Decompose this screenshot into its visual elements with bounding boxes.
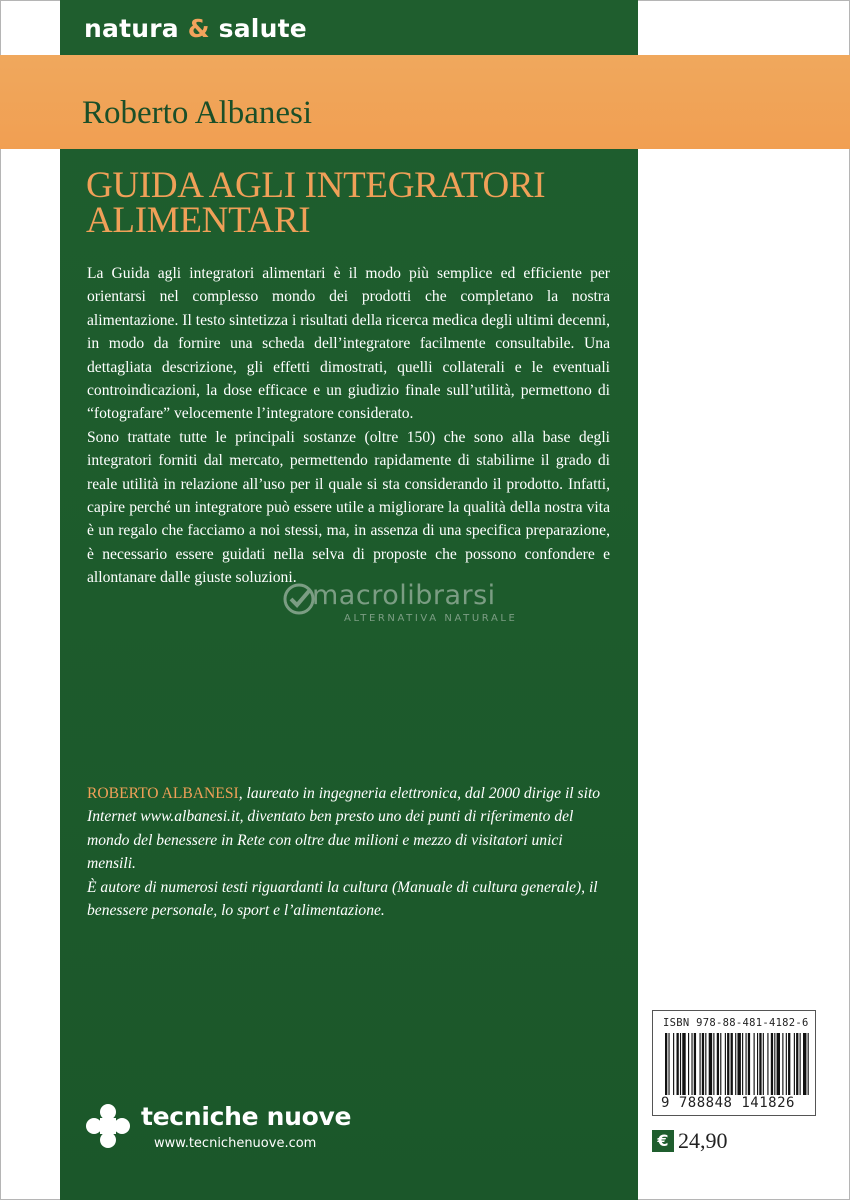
watermark-check-icon <box>282 582 316 616</box>
barcode-bar <box>688 1033 689 1095</box>
barcode-bar <box>731 1033 733 1095</box>
barcode-bar <box>763 1033 764 1095</box>
author-name: Roberto Albanesi <box>82 95 313 131</box>
publisher-url: www.tecnichenuove.com <box>154 1136 317 1151</box>
barcode-bar <box>788 1033 790 1095</box>
barcode-bar <box>808 1033 809 1095</box>
barcode-bar <box>702 1033 704 1095</box>
barcode-bar <box>725 1033 726 1095</box>
description-paragraph-2: Sono trattate tutte le principali sostanze (oltre 150) che sono alla base degli integratori forniti dal mercato, permettendo rapidamente di stabilirne il grado di reale utilità in relazione all’uso per il quale si sta considerando il prodotto. Infatti, capire perché un integratore può essere utile a migliorare la qualità della nostra vita è un regalo che facciamo a noi stessi, ma, in assenza di una specifica preparazione, è necessario essere guidati nella selva di proposte che possono confondere e allontanare dalle giuste soluzioni. <box>87 428 610 587</box>
barcode-bar <box>682 1033 685 1095</box>
series-name <box>84 14 307 43</box>
description-paragraph-1: La Guida agli integratori alimentari è il modo più semplice ed efficiente per orientarsi nel complesso mondo dei prodotti che completano la nostra alimentazione. Il testo sintetizza i risultati della ricerca medica degli ultimi decenni, in modo da fornire una scheda dell’integratore facilmente consultabile. Una dettagliata descrizione, gli effetti dimostrati, quelli collaterali e le eventuali controindicazioni, la dose efficace e un giudizio finale sull’utilità, permettono di “fotografare” velocemente l’integratore considerato. <box>87 265 610 423</box>
barcode-digits: 9 788848 141826 <box>661 1095 795 1111</box>
barcode-bar <box>720 1033 721 1095</box>
publisher-name: tecniche nuove <box>141 1102 352 1131</box>
barcode-bar <box>737 1033 740 1095</box>
barcode-bar <box>727 1033 729 1095</box>
barcode-bar <box>709 1033 712 1095</box>
barcode-bar <box>786 1033 787 1095</box>
bio-paragraph-2: È autore di numerosi testi riguardanti la cultura (Manuale di cultura generale), il benessere personale, lo sport e l’alimentazione. <box>87 878 598 920</box>
barcode-bar <box>759 1033 761 1095</box>
series-ampersand: & <box>187 14 210 43</box>
barcode-bar <box>742 1033 743 1095</box>
barcode-bars <box>663 1033 811 1095</box>
barcode-bar <box>794 1033 795 1095</box>
barcode-bar <box>771 1033 773 1095</box>
barcode-bar <box>767 1033 768 1095</box>
barcode-bar <box>700 1033 701 1095</box>
barcode <box>652 1010 816 1116</box>
book-description <box>87 262 610 590</box>
barcode-bar <box>803 1033 806 1095</box>
euro-icon: € <box>652 1130 674 1152</box>
barcode-bar <box>705 1033 706 1095</box>
barcode-bar <box>757 1033 758 1095</box>
watermark <box>282 580 582 630</box>
title-line-1: GUIDA AGLI INTEGRATORI <box>86 165 546 206</box>
bio-author-name: ROBERTO ALBANESI <box>87 785 239 802</box>
bio-paragraph-1 <box>87 782 612 876</box>
series-part2: salute <box>218 14 307 43</box>
author-bio <box>87 782 612 922</box>
barcode-bar <box>782 1033 783 1095</box>
barcode-bar <box>800 1033 801 1095</box>
barcode-bar <box>677 1033 679 1095</box>
watermark-tagline: ALTERNATIVA NATURALE <box>344 613 518 624</box>
price-value: 24,90 <box>678 1128 728 1153</box>
barcode-bar <box>746 1033 747 1095</box>
barcode-bar <box>694 1033 696 1095</box>
barcode-bar <box>796 1033 798 1095</box>
barcode-bar <box>691 1033 692 1095</box>
barcode-bar <box>754 1033 755 1095</box>
barcode-bar <box>665 1033 667 1095</box>
isbn-label: ISBN 978-88-481-4182-6 <box>663 1017 809 1029</box>
barcode-bar <box>774 1033 775 1095</box>
book-title <box>86 165 626 241</box>
barcode-bar <box>735 1033 736 1095</box>
watermark-name: macrolibrarsi <box>312 580 496 611</box>
barcode-bar <box>680 1033 681 1095</box>
barcode-bar <box>717 1033 719 1095</box>
barcode-bar <box>673 1033 674 1095</box>
barcode-bar <box>748 1033 750 1095</box>
bio-text-1: , laureato in ingegneria elettronica, dal 2000 dirige il sito Internet www.albanesi.it, diventato ben presto uno dei punti di riferimento del mondo del benessere in Rete con oltre due milioni e mezzo di visitatori unici mensili. <box>87 785 601 873</box>
publisher-logo-icon <box>84 1102 132 1150</box>
publisher-block <box>84 1096 384 1166</box>
title-line-2: ALIMENTARI <box>86 200 311 241</box>
barcode-bar <box>668 1033 669 1095</box>
barcode-bar <box>713 1033 714 1095</box>
series-part1: natura <box>84 14 179 43</box>
barcode-bar <box>777 1033 780 1095</box>
